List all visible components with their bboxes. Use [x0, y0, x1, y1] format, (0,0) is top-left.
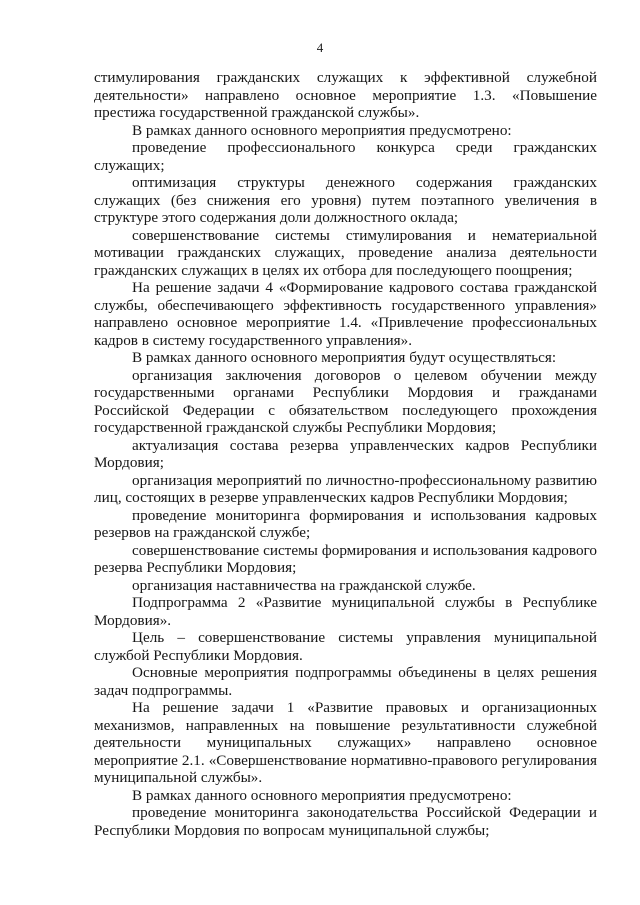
paragraph: В рамках данного основного мероприятия предусмотрено: [132, 786, 512, 804]
list-item-paragraph: организация мероприятий по личностно-профессиональному развитию лиц, состоящих в резерве управленческих кадров Республики Мордовия; [94, 471, 597, 506]
list-item-paragraph: совершенствование системы стимулирования и нематериальной мотивации гражданских служащих, проведение анализа деятельности гражданских служащих в целях их отбора для последующего поощрения; [94, 226, 597, 279]
document-body [94, 69, 597, 839]
list-item-paragraph: актуализация состава резерва управленческих кадров Республики Мордовия; [94, 436, 597, 471]
subprogram-heading-paragraph: Подпрограмма 2 «Развитие муниципальной службы в Республике Мордовия». [94, 594, 597, 629]
paragraph: В рамках данного основного мероприятия будут осуществляться: [132, 349, 557, 366]
paragraph-continuation: стимулирования гражданских служащих к эффективной служебной деятельности» направлено основное мероприятие 1.3. «Повышение престижа государственной гражданской службы». [94, 69, 597, 121]
list-item-paragraph: оптимизация структуры денежного содержания гражданских служащих (без снижения его уровня) путем поэтапного увеличения в структуре этого содержания доли должностного оклада; [94, 174, 597, 226]
paragraph: На решение задачи 4 «Формирование кадрового состава гражданской службы, обеспечивающего эффективность государственного управления» направлено основное мероприятие 1.4. «Привлечение профессиональных кадров в систему государственного управления». [94, 279, 597, 349]
goal-paragraph: Цель – совершенствование системы управления муниципальной службой Республики Мордовия. [94, 629, 597, 664]
page-number: 4 [316, 40, 324, 55]
list-item-paragraph: совершенствование системы формирования и использования кадрового резерва Республики Мордовия; [94, 541, 597, 576]
list-item-paragraph: проведение мониторинга формирования и использования кадровых резервов на гражданской службе; [94, 506, 597, 541]
paragraph: Основные мероприятия подпрограммы объединены в целях решения задач подпрограммы. [94, 664, 597, 699]
paragraph: На решение задачи 1 «Развитие правовых и организационных механизмов, направленных на повышение результативности служебной деятельности муниципальных служащих» направлено основное мероприятие 2.1. «Совершенствование нормативно-правового регулирования муниципальной службы». [94, 699, 597, 786]
list-item-paragraph: организация наставничества на гражданской службе. [132, 576, 476, 594]
list-item-paragraph: проведение мониторинга законодательства Российской Федерации и Республики Мордовия по вопросам муниципальной службы; [94, 804, 597, 839]
paragraph: В рамках данного основного мероприятия предусмотрено: [132, 121, 512, 139]
list-item-paragraph: проведение профессионального конкурса среди гражданских служащих; [94, 139, 597, 174]
list-item-paragraph: организация заключения договоров о целевом обучении между государственными органами Республики Мордовия и гражданами Российской Федерации с обязательством последующего прохождения государственной гражданской службы Республики Мордовия; [94, 366, 597, 436]
